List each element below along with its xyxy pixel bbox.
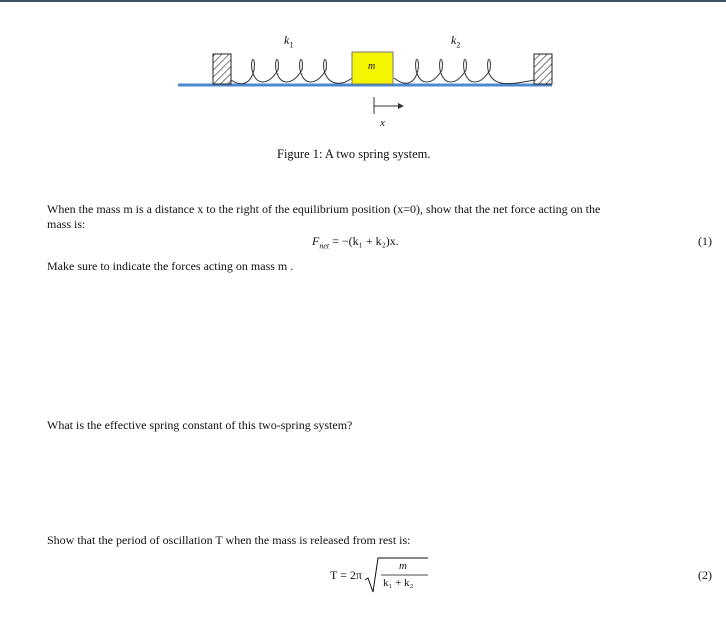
- spring-k1: [231, 60, 352, 84]
- equation-2-numerator: m: [399, 560, 407, 572]
- q2-text: What is the effective spring constant of this two-spring system?: [47, 418, 353, 432]
- right-wall: [534, 54, 552, 84]
- q1-note: Make sure to indicate the forces acting on mass m .: [47, 259, 294, 273]
- x-arrow-icon: [398, 103, 404, 109]
- equation-2-denominator: k₁ + k₂: [383, 577, 414, 589]
- mass-label: m: [368, 61, 376, 72]
- q3-text: Show that the period of oscillation T when the mass is released from rest is:: [47, 533, 411, 547]
- equation-2-number: (2): [698, 568, 712, 582]
- spring-k2: [394, 60, 534, 84]
- left-wall: [213, 54, 231, 84]
- k1-label: $k_1$: [284, 33, 294, 50]
- q1-line1: When the mass m is a distance x to the right of the equilibrium position (x=0), show that the net force acting on the: [47, 202, 601, 216]
- equation-2-lhs: T = 2π: [330, 568, 362, 582]
- equation-1: $F_{net} = -(k_1 + k_2)x$.: [312, 234, 399, 251]
- q1-line2: mass is:: [47, 217, 86, 231]
- equation-1-number: (1): [698, 234, 712, 248]
- two-spring-figure: [0, 0, 726, 140]
- k2-label: $k_2$: [451, 33, 461, 50]
- figure-caption: Figure 1: A two spring system.: [277, 147, 431, 161]
- x-label: x: [380, 117, 385, 129]
